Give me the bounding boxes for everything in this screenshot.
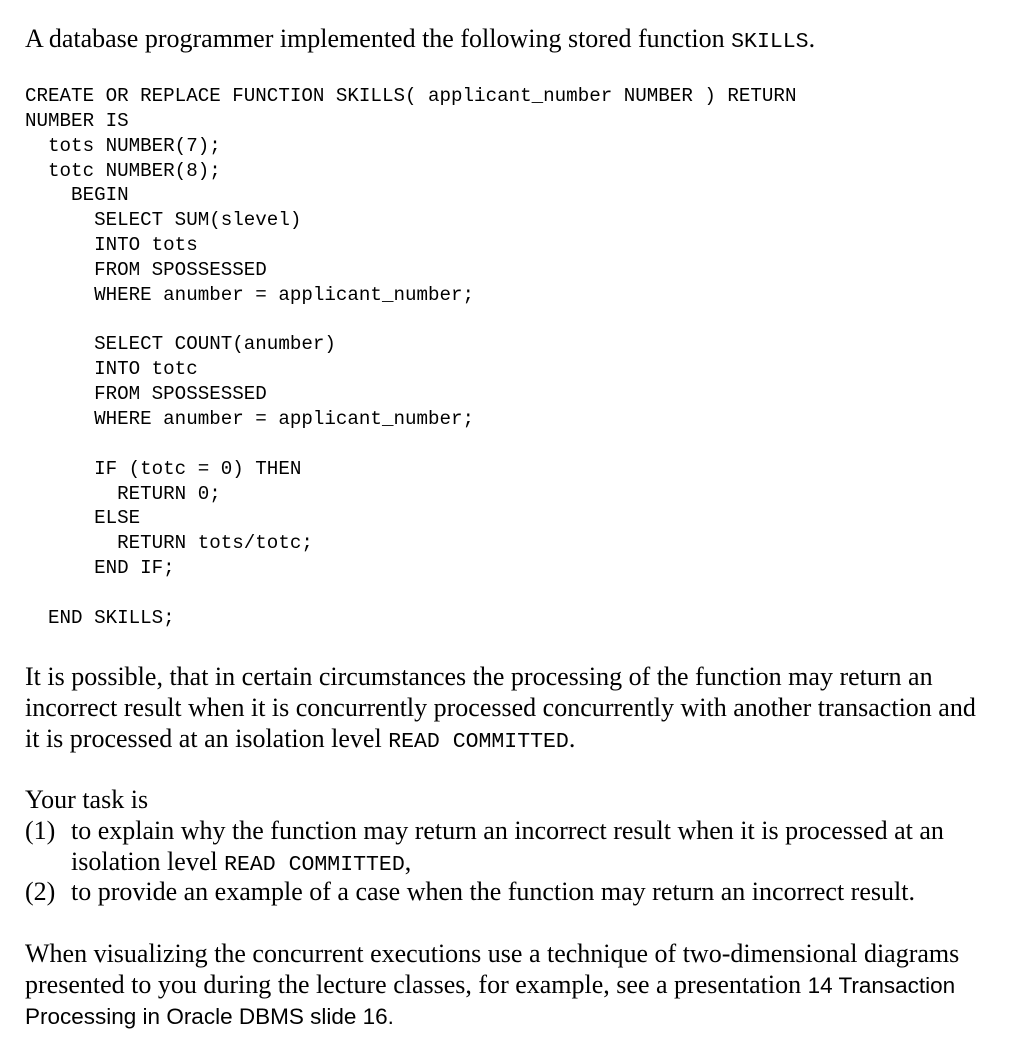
visualization-paragraph xyxy=(25,938,975,1032)
para1-line-3-end: . xyxy=(568,724,576,753)
code-line: SELECT COUNT(anumber) xyxy=(25,333,336,356)
task-item-1-line-2-end: , xyxy=(404,847,412,876)
code-line: RETURN tots/totc; xyxy=(25,532,313,555)
intro-function-name: SKILLS xyxy=(731,30,809,54)
code-line: totc NUMBER(8); xyxy=(25,159,221,182)
task-label: Your task is xyxy=(25,785,149,814)
task-item-2-number: (2) xyxy=(25,877,56,906)
task-item-2-text xyxy=(71,876,975,907)
task-item-2-line-1: to provide an example of a case when the function may return an incorrect result. xyxy=(71,877,915,906)
para1-line-3 xyxy=(25,723,975,758)
para2-line-2-text: presented to you during the lecture classes, for example, see a presentation xyxy=(25,970,808,999)
code-line: BEGIN xyxy=(25,184,129,207)
task-item-1-line-1: to explain why the function may return an incorrect result when it is processed at an xyxy=(71,816,944,845)
code-line: ELSE xyxy=(25,507,141,530)
para2-line-2 xyxy=(25,969,975,1001)
intro-paragraph xyxy=(25,23,815,58)
code-line xyxy=(25,308,796,333)
para2-line-1: When visualizing the concurrent executions use a technique of two-dimensional diagrams xyxy=(25,939,960,968)
code-line: INTO tots xyxy=(25,234,198,257)
para1-line-1: It is possible, that in certain circumstances the processing of the function may return an xyxy=(25,662,933,691)
code-line: RETURN 0; xyxy=(25,482,221,505)
code-line: END IF; xyxy=(25,557,175,580)
para1-isolation-code: READ COMMITTED xyxy=(388,730,569,754)
code-line: IF (totc = 0) THEN xyxy=(25,457,302,480)
code-line xyxy=(25,581,796,606)
code-line: tots NUMBER(7); xyxy=(25,134,221,157)
task-item-1-text xyxy=(71,815,975,881)
task-item-1-line-2-text: isolation level xyxy=(71,847,225,876)
code-line: CREATE OR REPLACE FUNCTION SKILLS( applicant_number NUMBER ) RETURN xyxy=(25,85,797,107)
code-line: END SKILLS; xyxy=(25,606,175,629)
code-line: WHERE anumber = applicant_number; xyxy=(25,407,475,430)
code-line: INTO totc xyxy=(25,358,198,381)
intro-text: A database programmer implemented the following stored function xyxy=(25,24,732,53)
para2-presentation-ref: 14 Transaction xyxy=(807,973,956,998)
code-line xyxy=(25,432,796,457)
code-line: FROM SPOSSESSED xyxy=(25,383,267,406)
para1-line-3-text: it is processed at an isolation level xyxy=(25,724,389,753)
task-item-1-isolation-code: READ COMMITTED xyxy=(224,853,405,877)
code-block xyxy=(25,84,796,631)
para2-line-3: Processing in Oracle DBMS slide 16. xyxy=(25,1004,394,1029)
code-line: NUMBER IS xyxy=(25,109,129,132)
intro-end: . xyxy=(808,24,816,53)
isolation-paragraph xyxy=(25,661,975,758)
code-line: FROM SPOSSESSED xyxy=(25,258,267,281)
code-line: WHERE anumber = applicant_number; xyxy=(25,283,475,306)
para1-line-2: incorrect result when it is concurrently processed concurrently with another transaction and xyxy=(25,693,976,722)
task-item-1-number: (1) xyxy=(25,816,56,845)
code-line: SELECT SUM(slevel) xyxy=(25,209,302,232)
